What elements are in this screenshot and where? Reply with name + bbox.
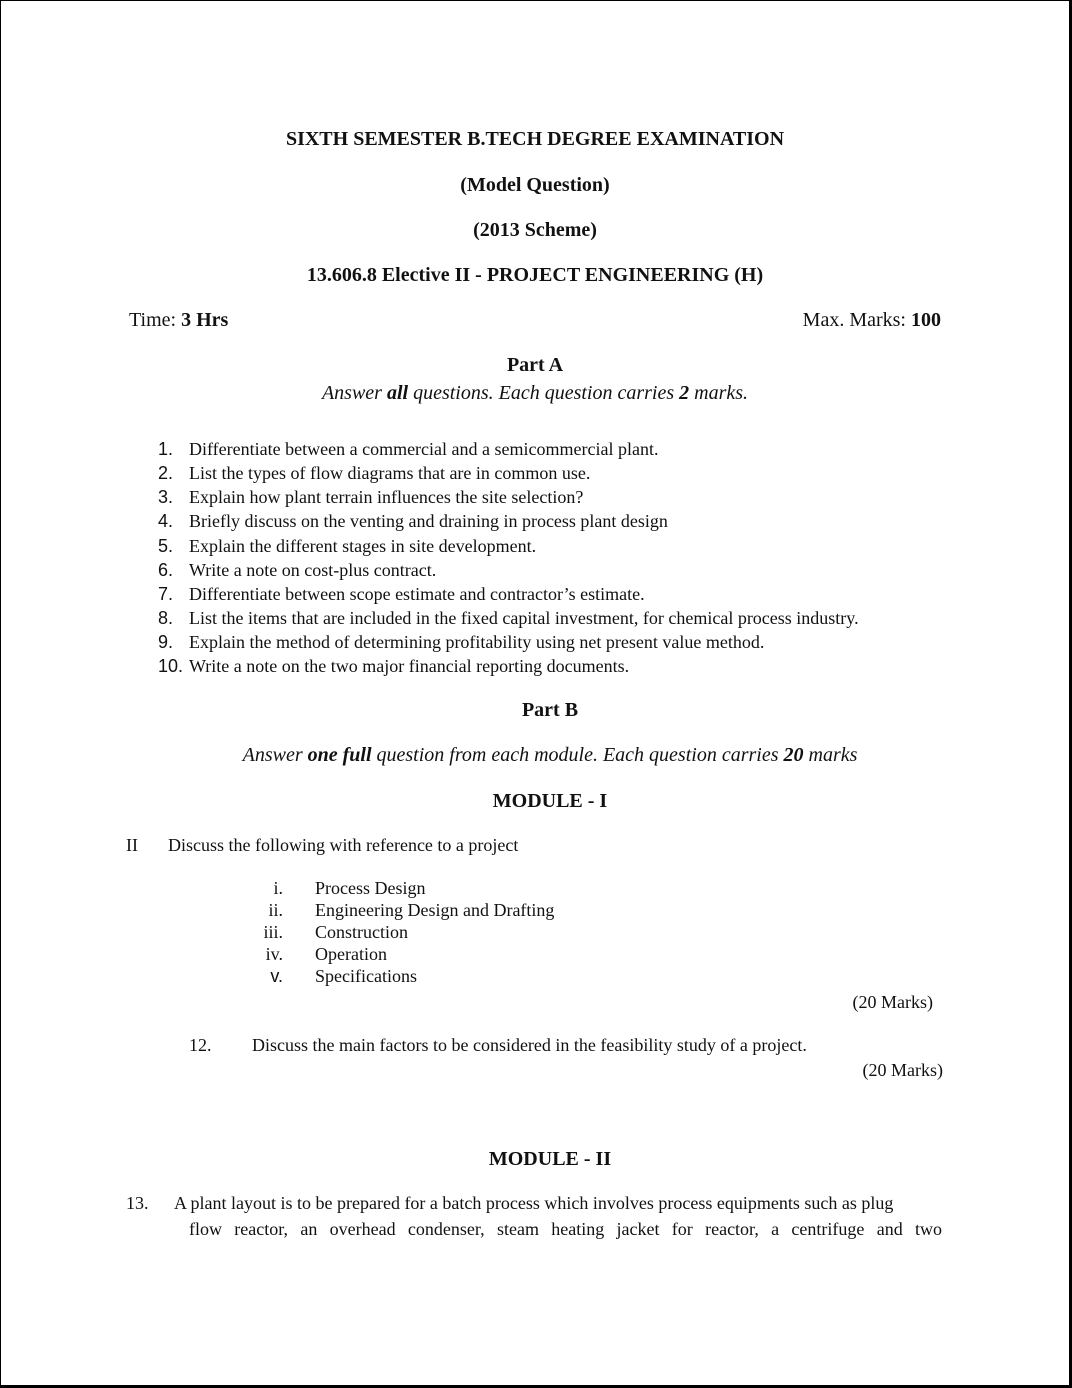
part-a-instr-text: marks.: [689, 382, 749, 404]
question-number: 10.: [157, 656, 183, 676]
question-text: Briefly discuss on the venting and draining in process plant design: [189, 511, 668, 531]
sub-item-number: iii.: [263, 922, 283, 942]
question-text: Differentiate between a commercial and a semicommercial plant.: [189, 439, 659, 459]
part-b-instr-text: marks: [803, 744, 858, 766]
question-text: Explain how plant terrain influences the site selection?: [189, 487, 584, 507]
part-a-instructions: [1, 382, 1069, 405]
time-value: 3 Hrs: [181, 309, 229, 331]
part-b-instructions: [1, 744, 1072, 767]
module-2-title: MODULE - II: [488, 1148, 612, 1170]
question-number: 3.: [157, 487, 173, 507]
max-marks-line: [803, 309, 941, 332]
exam-title: SIXTH SEMESTER B.TECH DEGREE EXAMINATION: [285, 128, 785, 150]
question-text-line: flow reactor, an overhead condenser, steam heating jacket for reactor, a centrifuge and two: [189, 1219, 942, 1239]
question-number: 9.: [157, 632, 173, 652]
question-text: List the types of flow diagrams that are in common use.: [189, 463, 591, 483]
module-1-title: MODULE - I: [492, 790, 608, 812]
sub-item-text: Process Design: [315, 878, 426, 898]
question-text: Write a note on the two major financial reporting documents.: [189, 656, 630, 676]
q12-marks: (20 Marks): [862, 1060, 943, 1080]
question-text: Discuss the following with reference to a project: [168, 835, 519, 855]
sub-item-number: i.: [273, 878, 283, 898]
question-text: List the items that are included in the fixed capital investment, for chemical process industry.: [189, 608, 859, 628]
question-number: 12.: [189, 1035, 212, 1055]
question-number: 1.: [157, 439, 173, 459]
sub-item-number: ii.: [268, 900, 283, 920]
part-b-title: Part B: [521, 699, 579, 721]
time-line: [129, 309, 228, 332]
part-a-instr-text: questions. Each question carries: [408, 382, 680, 404]
max-marks-value: 100: [911, 309, 941, 331]
part-b-instr-marks: 20: [783, 744, 804, 766]
model-question-label: (Model Question): [460, 174, 610, 196]
part-b-instr-one-full: one full: [307, 744, 372, 766]
part-b-instr-text: question from each module. Each question carries: [371, 744, 784, 766]
question-text: Differentiate between scope estimate and contractor’s estimate.: [189, 584, 645, 604]
question-number: 7.: [157, 584, 173, 604]
course-title: 13.606.8 Elective II - PROJECT ENGINEERING (H): [306, 264, 764, 286]
sub-item-number: iv.: [265, 944, 283, 964]
sub-item-text: Engineering Design and Drafting: [315, 900, 555, 920]
part-a-instr-all: all: [386, 382, 409, 404]
question-number: 2.: [157, 463, 173, 483]
question-number: 4.: [157, 511, 173, 531]
max-marks-label: Max. Marks:: [802, 309, 911, 331]
part-a-instr-text: Answer: [321, 382, 387, 404]
question-number: 5.: [157, 536, 173, 556]
question-text: Explain the method of determining profitability using net present value method.: [189, 632, 765, 652]
q11-marks: (20 Marks): [852, 992, 933, 1012]
sub-item-text: Operation: [315, 944, 387, 964]
sub-item-number: v.: [270, 966, 283, 986]
part-a-instr-marks: 2: [679, 382, 690, 404]
sub-item-text: Specifications: [315, 966, 417, 986]
part-b-instr-text: Answer: [242, 744, 308, 766]
question-text: Discuss the main factors to be considered in the feasibility study of a project.: [252, 1035, 807, 1055]
question-text-line: A plant layout is to be prepared for a batch process which involves process equipments such as plug: [174, 1193, 894, 1213]
scheme-label: (2013 Scheme): [473, 219, 597, 241]
question-number: 6.: [157, 560, 173, 580]
question-number: 8.: [157, 608, 173, 628]
question-number: II: [126, 835, 138, 855]
sub-item-text: Construction: [315, 922, 408, 942]
question-text: Write a note on cost-plus contract.: [189, 560, 437, 580]
question-number: 13.: [126, 1193, 149, 1213]
question-text: Explain the different stages in site development.: [189, 536, 537, 556]
part-a-title: Part A: [506, 354, 564, 376]
time-label: Time:: [129, 309, 182, 331]
